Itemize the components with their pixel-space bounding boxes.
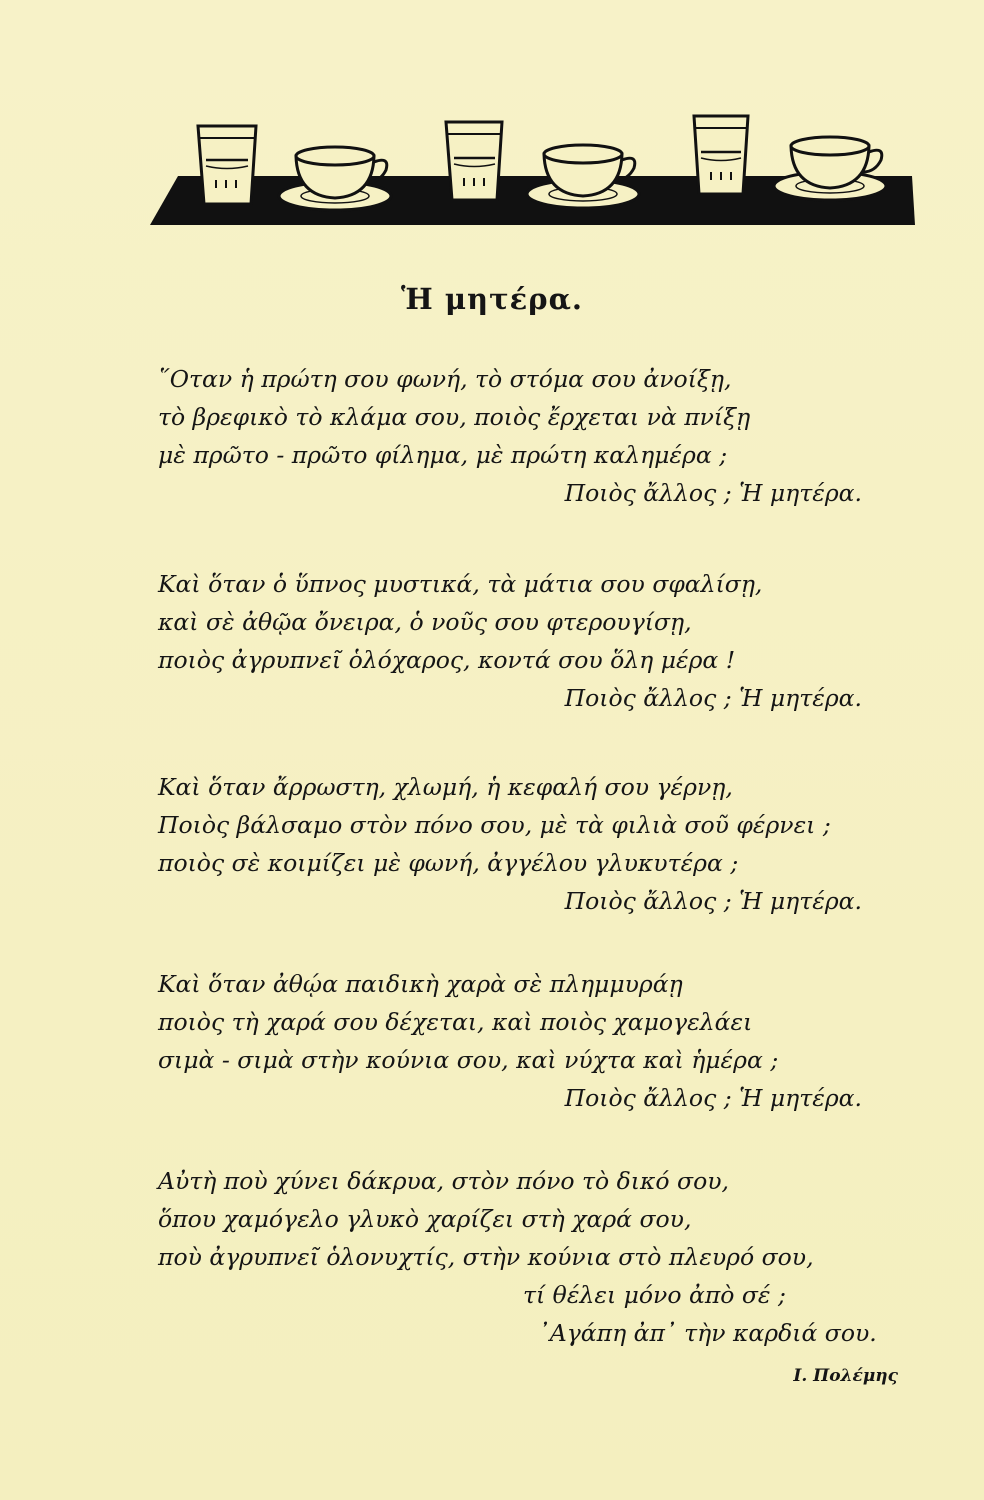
- cups-and-glasses-illustration: [150, 108, 915, 233]
- verse-line: ποιὸς τὴ χαρά σου δέχεται, καὶ ποιὸς χαμογελάει: [158, 1008, 753, 1036]
- verse-line: σιμὰ - σιμὰ στὴν κούνια σου, καὶ νύχτα καὶ ἡμέρα ;: [158, 1046, 779, 1074]
- teacup-icon: [774, 137, 886, 200]
- refrain-line: Ποιὸς ἄλλος ; Ἡ μητέρα.: [564, 479, 862, 507]
- verse-line: μὲ πρῶτο - πρῶτο φίλημα, μὲ πρώτη καλημέρα ;: [158, 441, 728, 469]
- refrain-line: Ποιὸς ἄλλος ; Ἡ μητέρα.: [564, 1084, 862, 1112]
- verse-line: Ποιὸς βάλσαμο στὸν πόνο σου, μὲ τὰ φιλιὰ σοῦ φέρνει ;: [158, 811, 831, 839]
- stanza-1: [158, 360, 898, 512]
- poem-title: Ἡ μητέρα.: [401, 282, 583, 316]
- glass-icon: [198, 126, 256, 204]
- stanza-2: [158, 565, 898, 717]
- refrain-line: Ποιὸς ἄλλος ; Ἡ μητέρα.: [564, 887, 862, 915]
- glass-icon: [694, 116, 748, 194]
- stanza-3: [158, 768, 898, 920]
- glass-icon: [446, 122, 502, 200]
- verse-line: Καὶ ὅταν ἄρρωστη, χλωμή, ἡ κεφαλή σου γέρνῃ,: [158, 773, 733, 801]
- stanza-4: [158, 965, 898, 1117]
- verse-line: ῞Οταν ἡ πρώτη σου φωνή, τὸ στόμα σου ἀνοίξῃ,: [158, 365, 732, 393]
- author-signature: Ι. Πολέμης: [793, 1366, 898, 1386]
- verse-line: ποὺ ἀγρυπνεῖ ὁλονυχτίς, στὴν κούνια στὸ πλευρό σου,: [158, 1243, 814, 1271]
- verse-line: Καὶ ὅταν ὁ ὕπνος μυστικά, τὰ μάτια σου σφαλίσῃ,: [158, 570, 763, 598]
- verse-line: τὸ βρεφικὸ τὸ κλάμα σου, ποιὸς ἔρχεται νὰ πνίξῃ: [158, 403, 751, 431]
- verse-line: ποιὸς σὲ κοιμίζει μὲ φωνή, ἀγγέλου γλυκυτέρα ;: [158, 849, 739, 877]
- verse-line: Καὶ ὅταν ἀθῴα παιδικὴ χαρὰ σὲ πλημμυράῃ: [158, 970, 683, 998]
- refrain-line: Ποιὸς ἄλλος ; Ἡ μητέρα.: [564, 684, 862, 712]
- answer-line: ᾿Αγάπη ἀπ᾿ τὴν καρδιά σου.: [538, 1319, 877, 1347]
- verse-line: ποιὸς ἀγρυπνεῖ ὁλόχαρος, κοντά σου ὅλη μέρα !: [158, 646, 736, 674]
- verse-line: ὅπου χαμόγελο γλυκὸ χαρίζει στὴ χαρά σου,: [158, 1205, 692, 1233]
- question-line: τί θέλει μόνο ἀπὸ σέ ;: [523, 1281, 786, 1309]
- verse-line: Αὐτὴ ποὺ χύνει δάκρυα, στὸν πόνο τὸ δικό σου,: [158, 1167, 729, 1195]
- verse-line: καὶ σὲ ἀθῷα ὄνειρα, ὁ νοῦς σου φτερουγίσῃ,: [158, 608, 692, 636]
- stanza-final: [158, 1162, 918, 1352]
